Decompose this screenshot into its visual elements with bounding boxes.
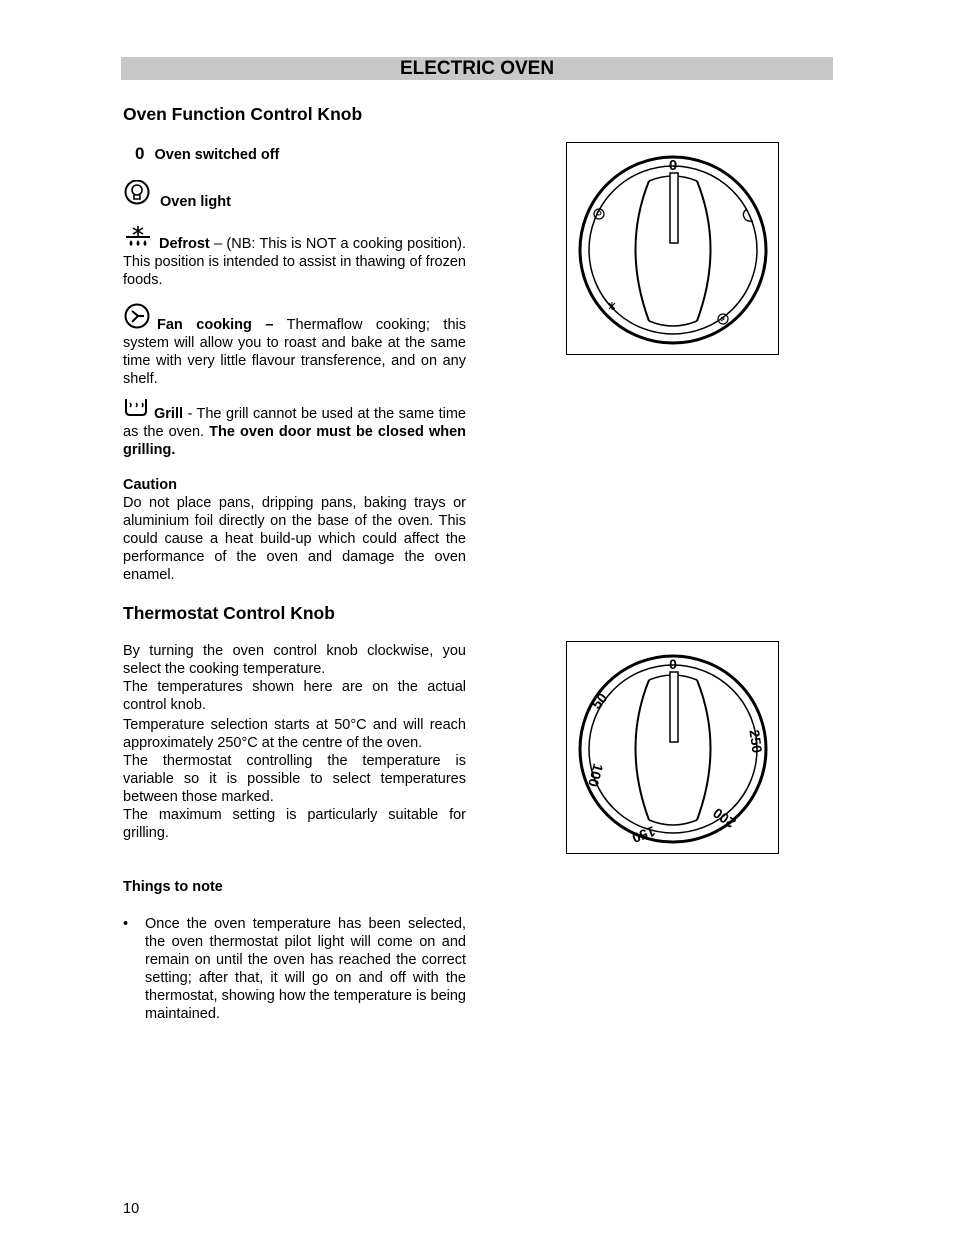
grill-item bbox=[123, 396, 466, 459]
function-knob-illustration bbox=[566, 142, 779, 355]
thermostat-paragraph: The thermostat controlling the temperature is variable so it is possible to select temperatures between those marked. bbox=[123, 753, 466, 805]
bullet-dot: • bbox=[123, 916, 129, 932]
dial-fan-icon bbox=[718, 314, 728, 324]
section-banner: ELECTRIC OVEN bbox=[121, 57, 833, 80]
things-to-note-title: Things to note bbox=[123, 879, 223, 895]
defrost-icon bbox=[123, 224, 153, 253]
thermo-dial-100: 100 bbox=[585, 761, 607, 789]
thermostat-paragraph: The temperatures shown here are on the actual control knob. bbox=[123, 679, 466, 713]
light-item bbox=[123, 180, 466, 211]
thermostat-paragraph: The maximum setting is particularly suitable for grilling. bbox=[123, 807, 466, 841]
page-number: 10 bbox=[123, 1201, 140, 1217]
function-knob-heading: Oven Function Control Knob bbox=[123, 104, 363, 124]
caution-block bbox=[123, 476, 466, 584]
fan-cooking-icon bbox=[123, 303, 151, 334]
thermostat-heading: Thermostat Control Knob bbox=[123, 603, 335, 623]
thermo-dial-zero: 0 bbox=[669, 656, 677, 672]
thermostat-paragraph: Temperature selection starts at 50°C and will reach approximately 250°C at the centre of the oven. bbox=[123, 717, 466, 751]
thermo-dial-150: 150 bbox=[629, 823, 658, 847]
thermo-dial-250: 250 bbox=[746, 728, 766, 754]
grill-icon bbox=[123, 396, 149, 423]
grill-label: Grill bbox=[154, 406, 184, 422]
thermo-dial-50: 50 bbox=[588, 689, 611, 712]
defrost-item bbox=[123, 224, 466, 289]
zero-symbol: 0 bbox=[135, 144, 145, 163]
bullet-text: Once the oven temperature has been selected, the oven thermostat pilot light will come on and remain on until the oven has reached the correct setting; after that, it will go on and off with the thermostat, showing how the temperature is being maintained. bbox=[145, 916, 466, 1022]
defrost-label: Defrost bbox=[159, 236, 210, 252]
off-label: Oven switched off bbox=[154, 147, 280, 163]
grill-text: - The grill cannot be used at the same time as the oven. bbox=[123, 406, 466, 440]
thermostat-paragraph: By turning the oven control knob clockwise, you select the cooking temperature. bbox=[123, 643, 466, 677]
defrost-text: – (NB: This is NOT a cooking position). This position is intended to assist in thawing of frozen foods. bbox=[123, 236, 466, 288]
function-dial-zero: 0 bbox=[668, 157, 678, 174]
off-item bbox=[123, 145, 466, 164]
thermostat-knob-illustration bbox=[566, 641, 779, 854]
grill-warning: The oven door must be closed when grilling. bbox=[123, 424, 466, 458]
oven-light-icon bbox=[123, 180, 151, 211]
caution-text: Do not place pans, dripping pans, baking trays or aluminium foil directly on the base of the oven. This could cause a heat build-up which could affect the performance of the oven and damage the oven enamel. bbox=[123, 495, 466, 583]
light-label: Oven light bbox=[160, 194, 231, 210]
thermo-dial-200: 200 bbox=[709, 804, 739, 832]
fan-text: Thermaflow cooking; this system will allow you to roast and bake at the same time with very little flavour transference, and on any shelf. bbox=[123, 317, 466, 387]
dial-light-icon bbox=[594, 209, 604, 219]
fan-label: Fan cooking – bbox=[157, 317, 274, 333]
thermostat-text bbox=[123, 642, 466, 842]
fan-item bbox=[123, 303, 466, 388]
caution-title: Caution bbox=[123, 477, 177, 493]
